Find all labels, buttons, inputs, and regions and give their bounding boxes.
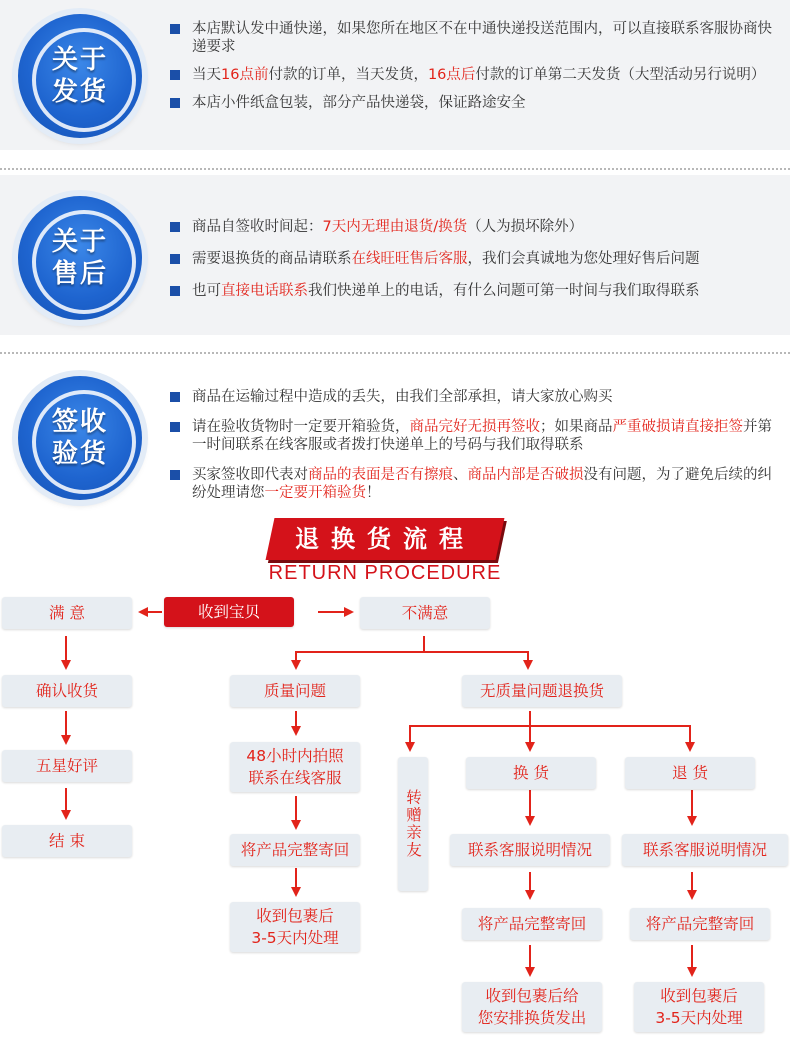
square-bullet-icon — [170, 98, 180, 108]
square-bullet-icon — [170, 254, 180, 264]
info-item — [170, 282, 780, 300]
info-text: 本店小件纸盒包装，部分产品快递袋，保证路途安全 — [192, 95, 526, 111]
arrow-to-gift — [410, 711, 530, 750]
box-send-back-quality: 将产品完整寄回 — [230, 834, 360, 866]
badge-shipping: 关于 发货 — [18, 14, 142, 138]
box-exchange-ship: 收到包裹后给 您安排换货发出 — [462, 982, 602, 1032]
info-item — [170, 66, 780, 84]
info-text: 付款的订单，当天发货， — [268, 67, 428, 83]
info-item — [170, 20, 780, 56]
box-exchange-send: 将产品完整寄回 — [462, 908, 602, 940]
box-photo-48h: 48小时内拍照 联系在线客服 — [230, 742, 360, 792]
procedure-subtitle: RETURN PROCEDURE — [268, 562, 502, 584]
box-confirm: 确认收货 — [2, 675, 132, 707]
highlight-text: 在线旺旺售后客服 — [351, 251, 468, 267]
info-item — [170, 94, 780, 112]
info-text: 没有问题，为了避免后续的纠纷处理请您 — [192, 467, 772, 501]
info-text: 商品自签收时间起： — [192, 219, 323, 235]
info-item — [170, 418, 780, 454]
badge-aftersale: 关于 售后 — [18, 196, 142, 320]
info-text: ；如果商品 — [540, 419, 613, 435]
info-item — [170, 250, 780, 268]
box-gift: 转赠亲友 — [398, 757, 428, 891]
info-item — [170, 218, 780, 236]
highlight-text: 7天内无理由退货/换货 — [322, 219, 468, 235]
arrow-to-quality — [296, 636, 424, 668]
divider — [0, 168, 790, 170]
highlight-text: 一定要开箱验货 — [264, 485, 366, 501]
box-end: 结 束 — [2, 825, 132, 857]
procedure-title: 退换货流程 — [295, 525, 475, 553]
info-text: 当天 — [192, 67, 221, 83]
highlight-text: 16点前 — [221, 67, 269, 83]
square-bullet-icon — [170, 392, 180, 402]
divider — [0, 352, 790, 354]
highlight-text: 直接电话联系 — [221, 283, 308, 299]
box-no-quality: 无质量问题退换货 — [462, 675, 622, 707]
box-process-quality: 收到包裹后 3-5天内处理 — [230, 902, 360, 952]
box-exchange: 换 货 — [466, 757, 596, 789]
box-quality-issue: 质量问题 — [230, 675, 360, 707]
info-text: （人为损坏除外） — [467, 219, 584, 235]
highlight-text: 商品完好无损再签收 — [409, 419, 540, 435]
shipping-info — [170, 20, 780, 112]
arrow-to-noquality — [424, 652, 528, 668]
highlight-text: 严重破损请直接拒签 — [612, 419, 743, 435]
highlight-text: 商品的表面是否有擦痕 — [308, 467, 453, 483]
square-bullet-icon — [170, 422, 180, 432]
highlight-text: 16点后 — [427, 67, 476, 83]
box-satisfied: 满 意 — [2, 597, 132, 629]
box-received: 收到宝贝 — [164, 597, 294, 627]
square-bullet-icon — [170, 222, 180, 232]
square-bullet-icon — [170, 286, 180, 296]
square-bullet-icon — [170, 70, 180, 80]
info-item — [170, 388, 780, 406]
info-text: 、 — [453, 467, 468, 483]
box-refund-process: 收到包裹后 3-5天内处理 — [634, 982, 764, 1032]
box-refund: 退 货 — [625, 757, 755, 789]
info-text: 付款的订单第二天发货（大型活动另行说明） — [475, 67, 766, 83]
badge-inspection: 签收 验货 — [18, 376, 142, 500]
info-text: 商品在运输过程中造成的丢失，由我们全部承担，请大家放心购买 — [192, 389, 613, 405]
inspection-info — [170, 388, 780, 502]
square-bullet-icon — [170, 24, 180, 34]
box-unsatisfied: 不满意 — [360, 597, 490, 629]
box-refund-contact: 联系客服说明情况 — [622, 834, 788, 866]
info-text: 买家签收即代表对 — [192, 467, 308, 483]
info-text: 我们快递单上的电话，有什么问题可第一时间与我们取得联系 — [308, 283, 700, 299]
info-text: 本店默认发中通快递，如果您所在地区不在中通快递投送范围内，可以直接联系客服协商快递要求 — [192, 21, 772, 55]
aftersale-info — [170, 218, 780, 300]
info-text: 并第一时间联系在线客服或者拨打快递单上的号码与我们取得联系 — [192, 419, 772, 453]
highlight-text: 商品内部是否破损 — [467, 467, 584, 483]
box-five-star: 五星好评 — [2, 750, 132, 782]
box-exchange-contact: 联系客服说明情况 — [450, 834, 610, 866]
info-item — [170, 466, 780, 502]
box-refund-send: 将产品完整寄回 — [630, 908, 770, 940]
square-bullet-icon — [170, 470, 180, 480]
info-text: 请在验收货物时一定要开箱验货， — [192, 419, 410, 435]
arrow-to-refund — [530, 726, 690, 750]
info-text: 也可 — [192, 283, 221, 299]
info-text: ！ — [366, 485, 381, 501]
info-text: 需要退换货的商品请联系 — [192, 251, 352, 267]
info-text: ，我们会真诚地为您处理好售后问题 — [467, 251, 700, 267]
